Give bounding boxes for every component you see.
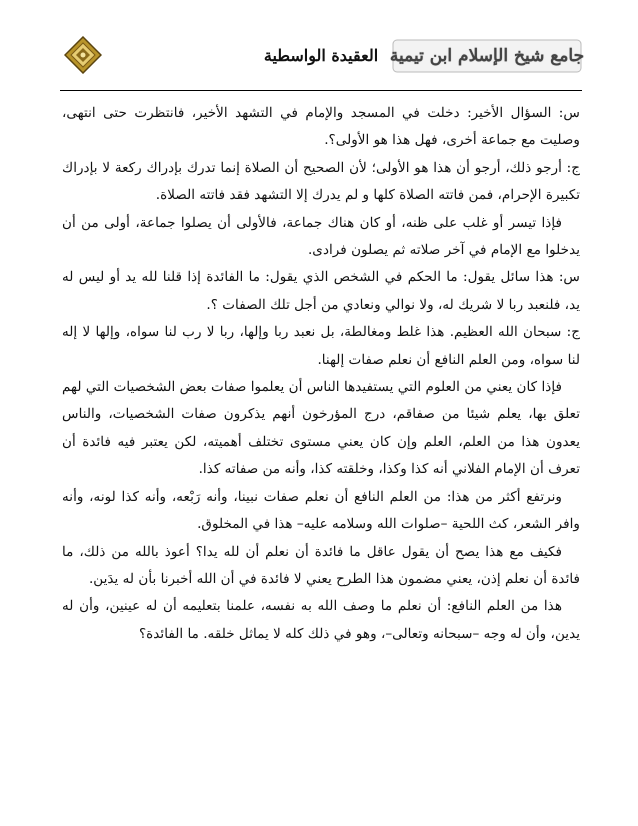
site-name: جامع شيخ الإسلام ابن تيمية (389, 46, 585, 66)
document-body (62, 100, 580, 648)
paragraph-answer-1-cont: فإذا تيسر أو غلب على ظنه، أو كان هناك جماعة، فالأولى أن يصلوا جماعة، أولى من أن يدخلوا مع الإمام في آخر صلاته ثم يصلون فرادى. (62, 214, 580, 259)
book-title: العقيدة الواسطية (263, 46, 379, 65)
paragraph-question-2: س: هذا سائل يقول: ما الحكم في الشخص الذي يقول: ما الفائدة إذا قلنا لله يد أو ليس له يد، فلنعبد ربا لا شريك له، ولا نوالي ونعادي من أجل تلك الصفات ؟. (62, 269, 580, 313)
paragraph-answer-2-cont-4: هذا من العلم النافع: أن نعلم ما وصف الله به نفسه، علمنا بتعليمه أن له عينين، وأن له يدين، وأن له وجه –سبحانه وتعالى–، وهو في ذلك كله لا يماثل خلقه. ما الفائدة؟ (62, 598, 580, 642)
paragraph-answer-2-cont-3: فكيف مع هذا يصح أن يقول عاقل ما فائدة أن نعلم أن لله يدا؟ أعوذ بالله من ذلك، ما فائدة أن نعلم إذن، يعني مضمون هذا الطرح يعني لا فائدة في أن الله أخبرنا بأن له يدَين. (62, 543, 580, 587)
page-header (60, 32, 585, 82)
paragraph-answer-2-cont-2: ونرتفع أكثر من هذا: من العلم النافع أن نعلم صفات نبينا، وأنه رَبْعه، وأنه كذا لونه، وأنه وافر الشعر، كث اللحية –صلوات الله وسلامه عليه– هذا في المخلوق. (62, 488, 580, 533)
paragraph-answer-2-cont: فإذا كان يعني من العلوم التي يستفيدها الناس أن يعلموا صفات بعض الشخصيات التي لهم تعلق بها، يعلم شيئا من صفاقم، درج المؤرخون أنهم يذكرون صفات الشخصيات، والناس يعدون هذا من العلم، العلم وإن كان يعني مستوى تختلف أهميته، لكن يعتبر فيه فائدة أن تعرف أن الإمام الفلاني أنه كذا وكذا، وخلقته كذا، وأنه من صفاته كذا. (62, 379, 580, 478)
paragraph-answer-2: ج: سبحان الله العظيم. هذا غلط ومغالطة، بل نعبد ربا وإلها، ربا لا رب لنا سواه، وإلها لا إله لنا سواه، ومن العلم النافع أن نعلم صفات إلهنا. (62, 324, 580, 368)
paragraph-answer-1: ج: أرجو ذلك، أرجو أن هذا هو الأولى؛ لأن الصحيح أن الصلاة إنما تدرك بإدراك ركعة لا بإدراك تكبيرة الإحرام، فمن فاتته الصلاة كلها و لم يدرك إلا التشهد فقد فاتته الصلاة. (62, 159, 580, 204)
site-calligraphy-logo (389, 38, 585, 74)
paragraph-question-1: س: السؤال الأخير: دخلت في المسجد والإمام في التشهد الأخير، فانتظرت حتى انتهى، وصليت مع جماعة أخرى، فهل هذا هو الأولى؟. (62, 105, 580, 149)
header-divider (60, 90, 582, 91)
